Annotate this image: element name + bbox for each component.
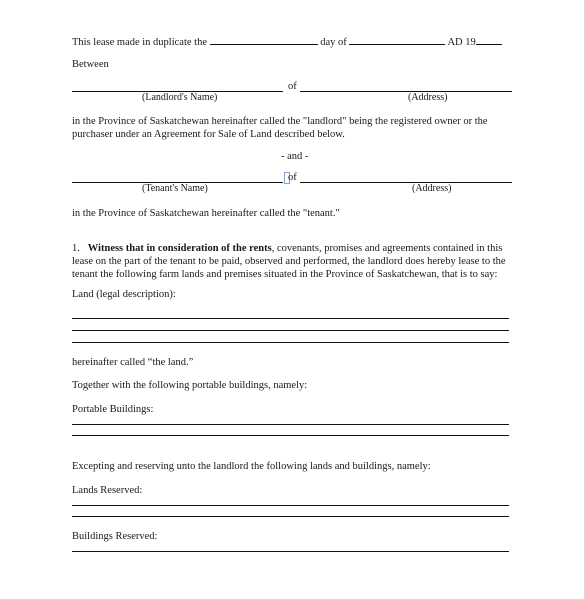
landlord-address-field[interactable] [300,91,512,92]
ad-year-text: AD 19 [447,37,476,48]
and-separator: - and - [281,151,309,162]
portable-buildings-intro: Together with the following portable buildings, namely: [72,380,308,391]
hereinafter-land-text: hereinafter called “the land.” [72,357,194,368]
tenant-description: in the Province of Saskatchewan hereinafter called the "tenant." [72,208,340,219]
tenant-of-text: of [288,172,297,183]
date-year-field[interactable] [476,35,502,45]
landlord-description: in the Province of Saskatchewan hereinafter called the "landlord" being the registered owner or the purchaser under an Agreement for Sale of Land described below. [72,116,488,141]
portable-buildings-label: Portable Buildings: [72,404,154,415]
portable-line-2[interactable] [72,435,509,436]
between-label: Between [72,59,109,70]
land-line-1[interactable] [72,318,509,319]
landlord-address-label: (Address) [408,92,448,103]
clause-1-text: , covenants, promises and agreements contained in this lease on the part of the tenant to be paid, observed and performed, the landlord does hereby lease to the tenant the following farm lands and premises situated in the Province of Saskatchewan, that is to say: [72,243,506,281]
land-line-2[interactable] [72,330,509,331]
date-day-field[interactable] [210,35,318,45]
lands-reserved-line-2[interactable] [72,516,509,517]
tenant-address-label: (Address) [412,183,452,194]
excepting-text: Excepting and reserving unto the landlord the following lands and buildings, namely: [72,461,431,472]
land-description-label: Land (legal description): [72,289,176,300]
landlord-of-text: of [288,81,297,92]
tenant-name-label: (Tenant's Name) [142,183,208,194]
portable-line-1[interactable] [72,424,509,425]
buildings-reserved-line-1[interactable] [72,551,509,552]
day-of-text: day of [320,37,347,48]
clause-1-number: 1. [72,243,80,254]
clause-1-paragraph [72,242,514,281]
landlord-name-label: (Landlord's Name) [142,92,218,103]
land-line-3[interactable] [72,342,509,343]
clause-1-bold-lead: Witness that in consideration of the rents [87,243,272,254]
tenant-address-field[interactable] [300,182,512,183]
lands-reserved-label: Lands Reserved: [72,485,143,496]
lands-reserved-line-1[interactable] [72,505,509,506]
lease-header-line [72,35,502,49]
buildings-reserved-label: Buildings Reserved: [72,531,158,542]
date-month-field[interactable] [349,35,445,45]
lease-intro-text: This lease made in duplicate the [72,37,207,48]
